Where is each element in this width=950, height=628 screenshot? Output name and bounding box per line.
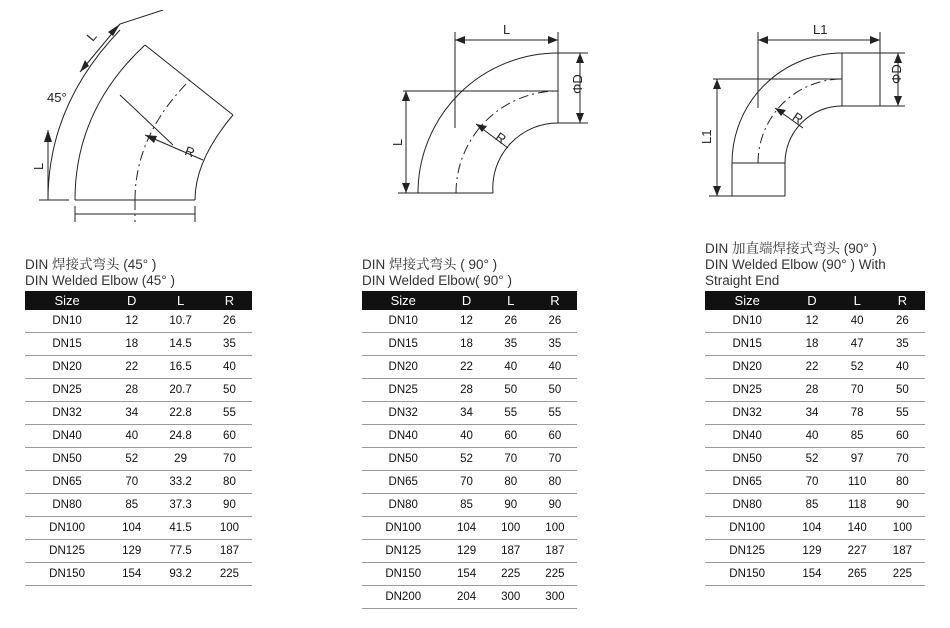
l-cell: 90 — [489, 494, 533, 517]
size-cell: DN150 — [705, 563, 789, 586]
label-phiD: ΦD — [889, 64, 904, 84]
header-size: Size — [25, 291, 109, 310]
size-cell: DN80 — [705, 494, 789, 517]
table-body — [362, 310, 577, 609]
r-cell: 80 — [880, 471, 925, 494]
l-cell: 118 — [835, 494, 880, 517]
table-row — [705, 517, 925, 540]
l-cell: 187 — [489, 540, 533, 563]
table-row — [705, 402, 925, 425]
table-row — [25, 425, 252, 448]
d-cell: 104 — [444, 517, 488, 540]
d-cell: 204 — [444, 586, 488, 609]
l-cell: 100 — [489, 517, 533, 540]
size-cell: DN40 — [362, 425, 444, 448]
r-cell: 90 — [207, 494, 252, 517]
d-cell: 104 — [109, 517, 154, 540]
table-row — [25, 333, 252, 356]
l-cell: 14.5 — [154, 333, 207, 356]
table-row — [705, 310, 925, 333]
table-row — [705, 425, 925, 448]
r-cell: 35 — [207, 333, 252, 356]
d-cell: 104 — [789, 517, 834, 540]
header-size: Size — [362, 291, 444, 310]
table-section-90-straight — [705, 241, 925, 586]
label-phiD: ΦD — [570, 74, 585, 94]
l-cell: 40 — [835, 310, 880, 333]
label-45-angle: 45° — [47, 90, 67, 105]
header-l: L — [489, 291, 533, 310]
d-cell: 85 — [109, 494, 154, 517]
size-cell: DN100 — [362, 517, 444, 540]
table-row — [362, 517, 577, 540]
dimension-table-90 — [362, 291, 577, 609]
size-cell: DN40 — [705, 425, 789, 448]
size-cell: DN200 — [362, 586, 444, 609]
table-row — [362, 310, 577, 333]
r-cell: 35 — [880, 333, 925, 356]
l-cell: 52 — [835, 356, 880, 379]
l-cell: 70 — [489, 448, 533, 471]
r-cell: 80 — [533, 471, 577, 494]
d-cell: 40 — [444, 425, 488, 448]
label-L-top: L — [83, 28, 100, 45]
d-cell: 85 — [444, 494, 488, 517]
r-cell: 55 — [880, 402, 925, 425]
l-cell: 77.5 — [154, 540, 207, 563]
size-cell: DN20 — [362, 356, 444, 379]
table-row — [705, 494, 925, 517]
size-cell: DN100 — [705, 517, 789, 540]
header-size: Size — [705, 291, 789, 310]
header-l: L — [835, 291, 880, 310]
elbow-45-drawing — [25, 10, 245, 230]
l-cell: 55 — [489, 402, 533, 425]
size-cell: DN40 — [25, 425, 109, 448]
l-cell: 85 — [835, 425, 880, 448]
size-cell: DN20 — [25, 356, 109, 379]
table-row — [25, 402, 252, 425]
label-L1-left: L1 — [699, 129, 714, 144]
size-cell: DN25 — [705, 379, 789, 402]
r-cell: 50 — [880, 379, 925, 402]
title-en: DIN Welded Elbow (90° ) With — [705, 257, 886, 272]
table-row — [362, 379, 577, 402]
l-cell: 60 — [489, 425, 533, 448]
d-cell: 154 — [444, 563, 488, 586]
title-cn: DIN 焊接式弯头 (45° ) — [25, 257, 157, 272]
r-cell: 225 — [207, 563, 252, 586]
d-cell: 18 — [444, 333, 488, 356]
l-cell: 227 — [835, 540, 880, 563]
header-d: D — [444, 291, 488, 310]
l-cell: 37.3 — [154, 494, 207, 517]
table-row — [362, 494, 577, 517]
r-cell: 70 — [207, 448, 252, 471]
r-cell: 300 — [533, 586, 577, 609]
d-cell: 22 — [789, 356, 834, 379]
size-cell: DN15 — [705, 333, 789, 356]
d-cell: 85 — [789, 494, 834, 517]
title-en: DIN Welded Elbow( 90° ) — [362, 273, 512, 288]
table-row — [25, 379, 252, 402]
label-L-left: L — [390, 138, 405, 146]
d-cell: 154 — [789, 563, 834, 586]
l-cell: 22.8 — [154, 402, 207, 425]
l-cell: 140 — [835, 517, 880, 540]
table-header-row — [25, 291, 252, 310]
size-cell: DN80 — [362, 494, 444, 517]
size-cell: DN50 — [705, 448, 789, 471]
r-cell: 70 — [880, 448, 925, 471]
r-cell: 60 — [533, 425, 577, 448]
label-L-left: L — [31, 162, 46, 170]
d-cell: 34 — [444, 402, 488, 425]
label-R: R — [182, 143, 197, 161]
table-row — [25, 563, 252, 586]
table-row — [705, 379, 925, 402]
size-cell: DN32 — [362, 402, 444, 425]
r-cell: 40 — [207, 356, 252, 379]
table-row — [25, 540, 252, 563]
size-cell: DN32 — [705, 402, 789, 425]
title-en-line2: Straight End — [705, 273, 780, 288]
size-cell: DN15 — [25, 333, 109, 356]
dimension-table-90-straight — [705, 291, 925, 586]
l-cell: 29 — [154, 448, 207, 471]
table-row — [362, 333, 577, 356]
table-section-90 — [362, 257, 577, 609]
l-cell: 26 — [489, 310, 533, 333]
r-cell: 187 — [207, 540, 252, 563]
size-cell: DN10 — [25, 310, 109, 333]
l-cell: 50 — [489, 379, 533, 402]
l-cell: 47 — [835, 333, 880, 356]
l-cell: 41.5 — [154, 517, 207, 540]
l-cell: 110 — [835, 471, 880, 494]
size-cell: DN50 — [25, 448, 109, 471]
table-row — [25, 448, 252, 471]
r-cell: 80 — [207, 471, 252, 494]
d-cell: 40 — [789, 425, 834, 448]
d-cell: 34 — [109, 402, 154, 425]
d-cell: 129 — [444, 540, 488, 563]
table-row — [362, 586, 577, 609]
title-en: DIN Welded Elbow (45° ) — [25, 273, 175, 288]
d-cell: 22 — [109, 356, 154, 379]
table-row — [705, 471, 925, 494]
size-cell: DN80 — [25, 494, 109, 517]
table-header-row — [705, 291, 925, 310]
size-cell: DN50 — [362, 448, 444, 471]
size-cell: DN65 — [705, 471, 789, 494]
r-cell: 26 — [880, 310, 925, 333]
size-cell: DN15 — [362, 333, 444, 356]
d-cell: 12 — [789, 310, 834, 333]
l-cell: 40 — [489, 356, 533, 379]
l-cell: 97 — [835, 448, 880, 471]
d-cell: 52 — [109, 448, 154, 471]
d-cell: 18 — [789, 333, 834, 356]
label-L-top: L — [503, 22, 511, 37]
title-cn: DIN 加直端焊接式弯头 (90° ) — [705, 241, 877, 256]
table-row — [362, 563, 577, 586]
header-l: L — [154, 291, 207, 310]
r-cell: 60 — [207, 425, 252, 448]
l-cell: 20.7 — [154, 379, 207, 402]
table-row — [362, 448, 577, 471]
l-cell: 24.8 — [154, 425, 207, 448]
size-cell: DN25 — [362, 379, 444, 402]
table-row — [25, 494, 252, 517]
d-cell: 129 — [789, 540, 834, 563]
table-row — [705, 333, 925, 356]
l-cell: 225 — [489, 563, 533, 586]
r-cell: 225 — [880, 563, 925, 586]
label-R: R — [492, 129, 510, 147]
table-row — [25, 310, 252, 333]
size-cell: DN150 — [25, 563, 109, 586]
header-r: R — [207, 291, 252, 310]
size-cell: DN65 — [25, 471, 109, 494]
table-body — [705, 310, 925, 586]
l-cell: 16.5 — [154, 356, 207, 379]
table-row — [705, 540, 925, 563]
header-d: D — [789, 291, 834, 310]
r-cell: 225 — [533, 563, 577, 586]
label-R: R — [789, 109, 807, 127]
d-cell: 52 — [444, 448, 488, 471]
size-cell: DN100 — [25, 517, 109, 540]
d-cell: 12 — [109, 310, 154, 333]
l-cell: 265 — [835, 563, 880, 586]
header-r: R — [533, 291, 577, 310]
header-d: D — [109, 291, 154, 310]
table-row — [705, 356, 925, 379]
title-cn: DIN 焊接式弯头 ( 90° ) — [362, 257, 498, 272]
l-cell: 10.7 — [154, 310, 207, 333]
r-cell: 100 — [880, 517, 925, 540]
table-header-row — [362, 291, 577, 310]
r-cell: 100 — [533, 517, 577, 540]
d-cell: 12 — [444, 310, 488, 333]
size-cell: DN20 — [705, 356, 789, 379]
r-cell: 35 — [533, 333, 577, 356]
r-cell: 90 — [880, 494, 925, 517]
header-r: R — [880, 291, 925, 310]
d-cell: 28 — [444, 379, 488, 402]
r-cell: 60 — [880, 425, 925, 448]
r-cell: 187 — [880, 540, 925, 563]
r-cell: 90 — [533, 494, 577, 517]
d-cell: 129 — [109, 540, 154, 563]
table-row — [362, 540, 577, 563]
elbow-90-straight-drawing — [695, 18, 910, 208]
size-cell: DN125 — [25, 540, 109, 563]
label-L1-top: L1 — [813, 22, 828, 37]
table-row — [362, 356, 577, 379]
r-cell: 70 — [533, 448, 577, 471]
d-cell: 70 — [109, 471, 154, 494]
table-row — [362, 425, 577, 448]
table-row — [705, 563, 925, 586]
table-row — [362, 471, 577, 494]
d-cell: 52 — [789, 448, 834, 471]
d-cell: 22 — [444, 356, 488, 379]
size-cell: DN150 — [362, 563, 444, 586]
size-cell: DN65 — [362, 471, 444, 494]
r-cell: 26 — [207, 310, 252, 333]
table-row — [25, 517, 252, 540]
l-cell: 300 — [489, 586, 533, 609]
l-cell: 80 — [489, 471, 533, 494]
r-cell: 50 — [207, 379, 252, 402]
table-row — [705, 448, 925, 471]
table-row — [25, 356, 252, 379]
r-cell: 40 — [533, 356, 577, 379]
d-cell: 34 — [789, 402, 834, 425]
l-cell: 93.2 — [154, 563, 207, 586]
r-cell: 55 — [533, 402, 577, 425]
l-cell: 78 — [835, 402, 880, 425]
d-cell: 18 — [109, 333, 154, 356]
table-body — [25, 310, 252, 586]
d-cell: 40 — [109, 425, 154, 448]
d-cell: 28 — [109, 379, 154, 402]
r-cell: 26 — [533, 310, 577, 333]
r-cell: 50 — [533, 379, 577, 402]
table-row — [25, 471, 252, 494]
d-cell: 70 — [444, 471, 488, 494]
r-cell: 40 — [880, 356, 925, 379]
d-cell: 70 — [789, 471, 834, 494]
d-cell: 28 — [789, 379, 834, 402]
l-cell: 35 — [489, 333, 533, 356]
size-cell: DN10 — [705, 310, 789, 333]
size-cell: DN10 — [362, 310, 444, 333]
dimension-table-45 — [25, 291, 252, 586]
size-cell: DN25 — [25, 379, 109, 402]
size-cell: DN125 — [362, 540, 444, 563]
d-cell: 154 — [109, 563, 154, 586]
elbow-90-drawing — [388, 18, 598, 208]
l-cell: 33.2 — [154, 471, 207, 494]
r-cell: 100 — [207, 517, 252, 540]
r-cell: 187 — [533, 540, 577, 563]
table-row — [362, 402, 577, 425]
r-cell: 55 — [207, 402, 252, 425]
size-cell: DN125 — [705, 540, 789, 563]
size-cell: DN32 — [25, 402, 109, 425]
table-section-45 — [25, 257, 252, 586]
l-cell: 70 — [835, 379, 880, 402]
